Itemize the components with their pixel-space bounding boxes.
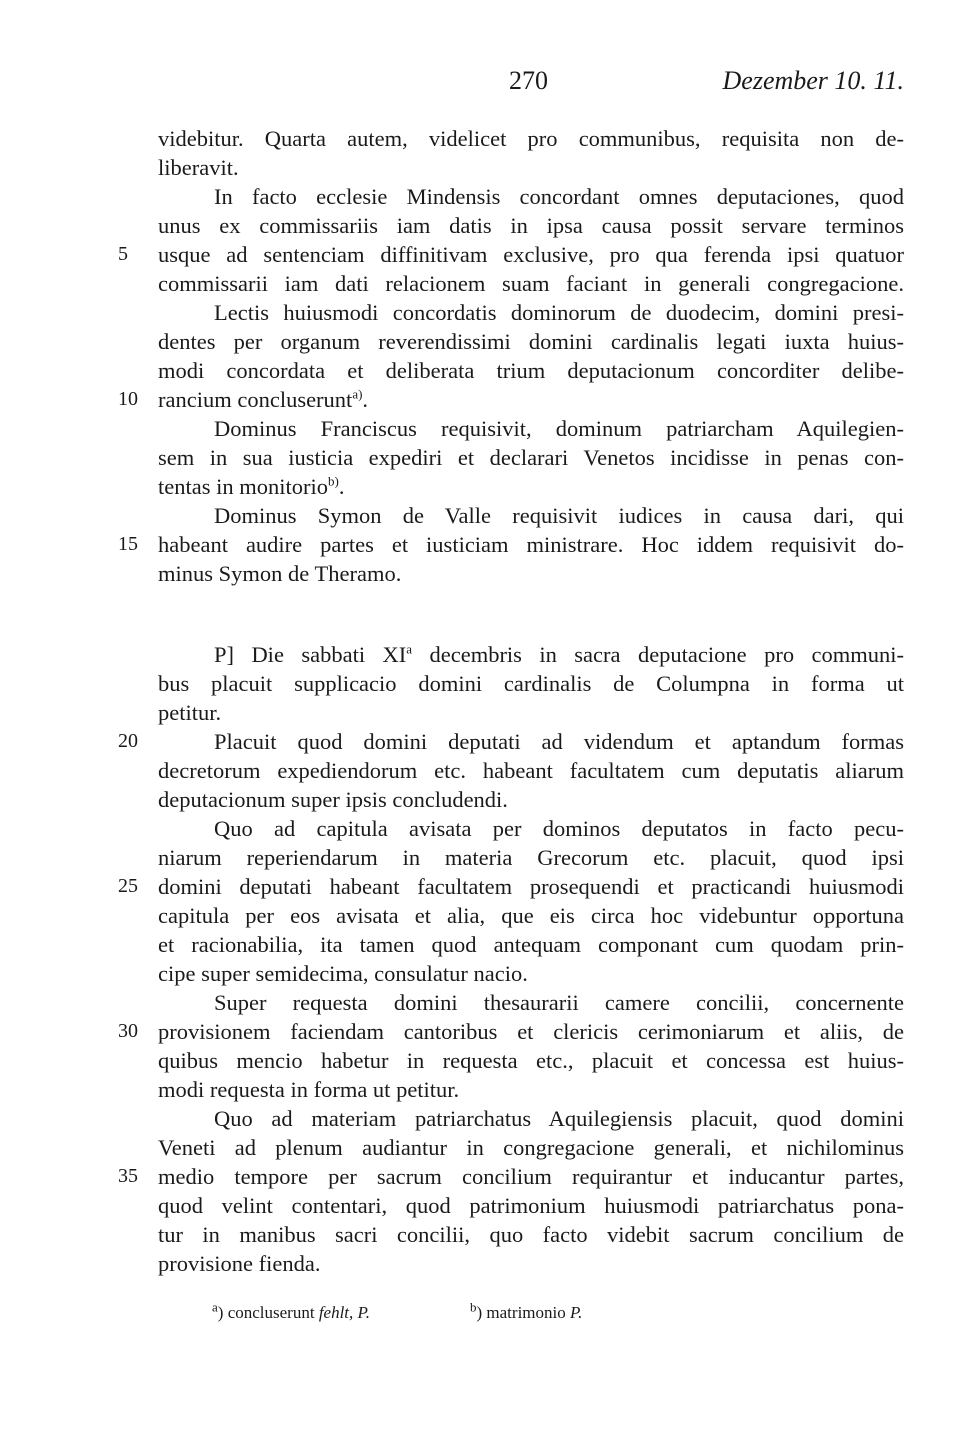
line-text: habeant audire partes et iusticiam ministrare. Hoc iddem requisivit do- [158, 532, 904, 557]
line-text: tur in manibus sacri concilii, quo facto videbit sacrum concilium de [158, 1222, 904, 1247]
line-text: Veneti ad plenum audiantur in congregacione generali, et nichilominus [158, 1135, 904, 1160]
text-line [0, 182, 960, 211]
line-text: capitula per eos avisata et alia, que eis circa hoc videbuntur opportuna [158, 903, 904, 928]
text-line [0, 785, 960, 814]
text-line [0, 959, 960, 988]
line-number: 20 [118, 730, 138, 752]
line-number: 30 [118, 1020, 138, 1042]
line-text: quod velint contentari, quod patrimonium huiusmodi patriarchatus pona- [158, 1193, 904, 1218]
text-line [0, 872, 960, 901]
line-number: 10 [118, 388, 138, 410]
line-text: modi requesta in forma ut petitur. [158, 1077, 460, 1102]
line-text: unus ex commissariis iam datis in ipsa causa possit servare terminos [158, 213, 904, 238]
text-line [0, 901, 960, 930]
text-line [0, 1046, 960, 1075]
footnote-b: $^b$) matrimonio P. [470, 1299, 583, 1322]
line-text: P] Die sabbati $XI^a$ decembris in sacra deputacione pro communi- [214, 641, 904, 667]
line-text: minus Symon de Theramo. [158, 561, 402, 586]
text-line [0, 756, 960, 785]
text-line [0, 814, 960, 843]
text-line [0, 988, 960, 1017]
line-text: commissarii iam dati relacionem suam faciant in generali congregacione. [158, 271, 904, 296]
text-line [0, 240, 960, 269]
line-number: 25 [118, 875, 138, 897]
text-line [0, 1191, 960, 1220]
text-line [0, 559, 960, 588]
line-number: 35 [118, 1165, 138, 1187]
line-text: et racionabilia, ita tamen quod antequam componant cum quodam prin- [158, 932, 904, 957]
line-text: quibus mencio habetur in requesta etc., placuit et concessa est huius- [158, 1048, 904, 1073]
text-line [0, 501, 960, 530]
text-line [0, 211, 960, 240]
footnotes [0, 1299, 960, 1327]
line-text: petitur. [158, 700, 222, 725]
text-line [0, 153, 960, 182]
line-text: niarum reperiendarum in materia Grecorum etc. placuit, quod ipsi [158, 845, 904, 870]
line-number: 5 [118, 243, 128, 265]
line-text: deputacionum super ipsis concludendi. [158, 787, 508, 812]
line-text: Lectis huiusmodi concordatis dominorum de duodecim, domini presi- [214, 300, 904, 325]
text-line [0, 1017, 960, 1046]
line-text: provisione fienda. [158, 1251, 321, 1276]
text-line [0, 124, 960, 153]
text-line [0, 1075, 960, 1104]
text-line [0, 1220, 960, 1249]
line-text: Super requesta domini thesaurarii camere concilii, concernente [214, 990, 904, 1015]
line-text: sem in sua iusticia expediri et declarari Venetos incidisse in penas con- [158, 445, 904, 470]
text-line [0, 727, 960, 756]
text-line [0, 298, 960, 327]
page-header [0, 66, 960, 106]
line-text: Quo ad capitula avisata per dominos deputatos in facto pecu- [214, 816, 904, 841]
text-line [0, 356, 960, 385]
text-line [0, 843, 960, 872]
text-line [0, 698, 960, 727]
line-text: Dominus Symon de Valle requisivit iudices in causa dari, qui [214, 503, 904, 528]
text-line [0, 1104, 960, 1133]
line-text: dentes per organum reverendissimi domini cardinalis legati iuxta huius- [158, 329, 904, 354]
line-text: usque ad sentenciam diffinitivam exclusive, pro qua ferenda ipsi quatuor [158, 242, 904, 267]
text-line [0, 472, 960, 501]
footnote-a: $^a$) concluserunt fehlt, P. [212, 1299, 370, 1322]
line-text: decretorum expediendorum etc. habeant facultatem cum deputatis aliarum [158, 758, 904, 783]
line-text: bus placuit supplicacio domini cardinalis de Columpna in forma ut [158, 671, 904, 696]
text-line [0, 269, 960, 298]
main-text [0, 124, 960, 1278]
running-head: Dezember 10. 11. [722, 66, 904, 95]
text-line [0, 414, 960, 443]
text-line [0, 327, 960, 356]
line-text: Dominus Franciscus requisivit, dominum patriarcham Aquilegien- [214, 416, 904, 441]
text-line [0, 530, 960, 559]
footnote-marker: a [406, 641, 413, 657]
line-text: medio tempore per sacrum concilium requirantur et inducantur partes, [158, 1164, 904, 1189]
text-line [0, 443, 960, 472]
footnote-marker: b) [327, 473, 339, 489]
line-text: provisionem faciendam cantoribus et clericis cerimoniarum et aliis, de [158, 1019, 904, 1044]
text-line [0, 385, 960, 414]
text-line [0, 930, 960, 959]
page-number: 270 [509, 66, 548, 95]
line-text: videbitur. Quarta autem, videlicet pro communibus, requisita non de- [158, 126, 904, 151]
line-text: rancium concluserunt$^{a)}$. [158, 386, 369, 412]
section-gap [0, 588, 960, 640]
line-text: cipe super semidecima, consulatur nacio. [158, 961, 528, 986]
line-text: liberavit. [158, 155, 239, 180]
line-text: domini deputati habeant facultatem prosequendi et practicandi huiusmodi [158, 874, 904, 899]
text-line [0, 669, 960, 698]
text-line [0, 1133, 960, 1162]
footnote-marker: a) [352, 386, 363, 402]
line-text: Quo ad materiam patriarchatus Aquilegiensis placuit, quod domini [214, 1106, 904, 1131]
line-text: tentas in monitorio$^{b)}$. [158, 473, 345, 499]
text-line [0, 1249, 960, 1278]
line-text: modi concordata et deliberata trium deputacionum concorditer delibe- [158, 358, 904, 383]
line-number: 15 [118, 533, 138, 555]
line-text: Placuit quod domini deputati ad videndum et aptandum formas [214, 729, 904, 754]
text-line [0, 1162, 960, 1191]
line-text: In facto ecclesie Mindensis concordant omnes deputaciones, quod [214, 184, 904, 209]
text-line [0, 640, 960, 669]
